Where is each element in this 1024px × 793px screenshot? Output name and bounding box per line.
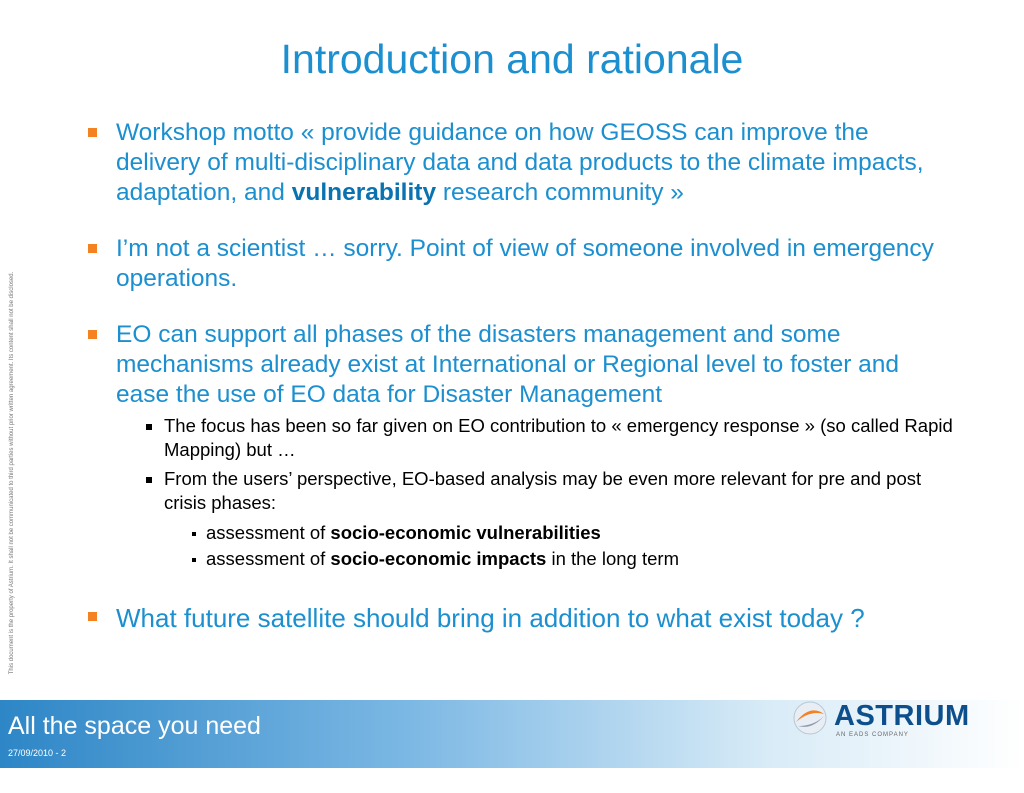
sub-bullet-item (144, 467, 958, 515)
sub-sub-bullet-item (192, 546, 958, 572)
sub-sub-bullet-item (192, 520, 958, 546)
astrium-logo (792, 694, 1002, 742)
bullet-square-icon (146, 477, 152, 483)
sub-bullet-text: From the users’ perspective, EO-based analysis may be even more relevant for pre and post crisis phases: (164, 468, 922, 513)
bullet-square-icon (88, 244, 97, 253)
bullet-text-bold: vulnerability (291, 179, 437, 206)
logo-name: ASTRIUM (834, 700, 970, 732)
bullet-item (88, 602, 958, 634)
bullet-text: EO can support all phases of the disasters management and some mechanisms already exist at International or Regional level to foster and ease the use of EO data for Disaster Management (116, 321, 900, 408)
sub-sub-bullet-text: in the long term (546, 548, 679, 569)
bullet-square-icon (192, 558, 196, 562)
bullet-item (88, 234, 958, 294)
bullet-square-icon (88, 128, 97, 137)
bullet-text: I’m not a scientist … sorry. Point of view of someone involved in emergency operations. (116, 235, 934, 292)
sub-sub-bullet-text: assessment of (206, 522, 331, 543)
bullet-item (88, 118, 958, 208)
bullet-item (88, 320, 958, 410)
bullet-list (88, 118, 958, 660)
bullet-text: What future satellite should bring in addition to what exist today ? (116, 603, 865, 633)
bullet-square-icon (146, 424, 152, 430)
sub-sub-bullet-list (192, 520, 958, 572)
footer-date-page: 27/09/2010 - 2 (8, 748, 67, 758)
sub-bullet-list (144, 414, 958, 572)
bullet-square-icon (88, 330, 97, 339)
bullet-square-icon (192, 532, 196, 536)
bullet-text: research community » (436, 179, 684, 206)
slide-title: Introduction and rationale (280, 36, 744, 82)
confidentiality-notice: This document is the property of Astrium. It shall not be communicated to third parties without prior written agreement. Its content shall not be disclosed. (9, 271, 15, 675)
sub-bullet-text: The focus has been so far given on EO contribution to « emergency response » (so called Rapid Mapping) but … (164, 415, 953, 460)
sub-sub-bullet-text: assessment of (206, 548, 331, 569)
sub-sub-bullet-bold: socio-economic impacts (330, 548, 547, 569)
bullet-text: Workshop motto « provide guidance on how GEOSS can improve the delivery of multi-disciplinary data and data products to the climate impacts, adaptation, and (116, 119, 924, 206)
sub-bullet-item (144, 414, 958, 462)
logo-subtitle: AN EADS COMPANY (836, 732, 909, 738)
bullet-square-icon (88, 612, 97, 621)
astrium-swirl-icon (792, 700, 828, 736)
footer-tagline: All the space you need (8, 712, 261, 740)
sub-sub-bullet-bold: socio-economic vulnerabilities (330, 522, 601, 543)
